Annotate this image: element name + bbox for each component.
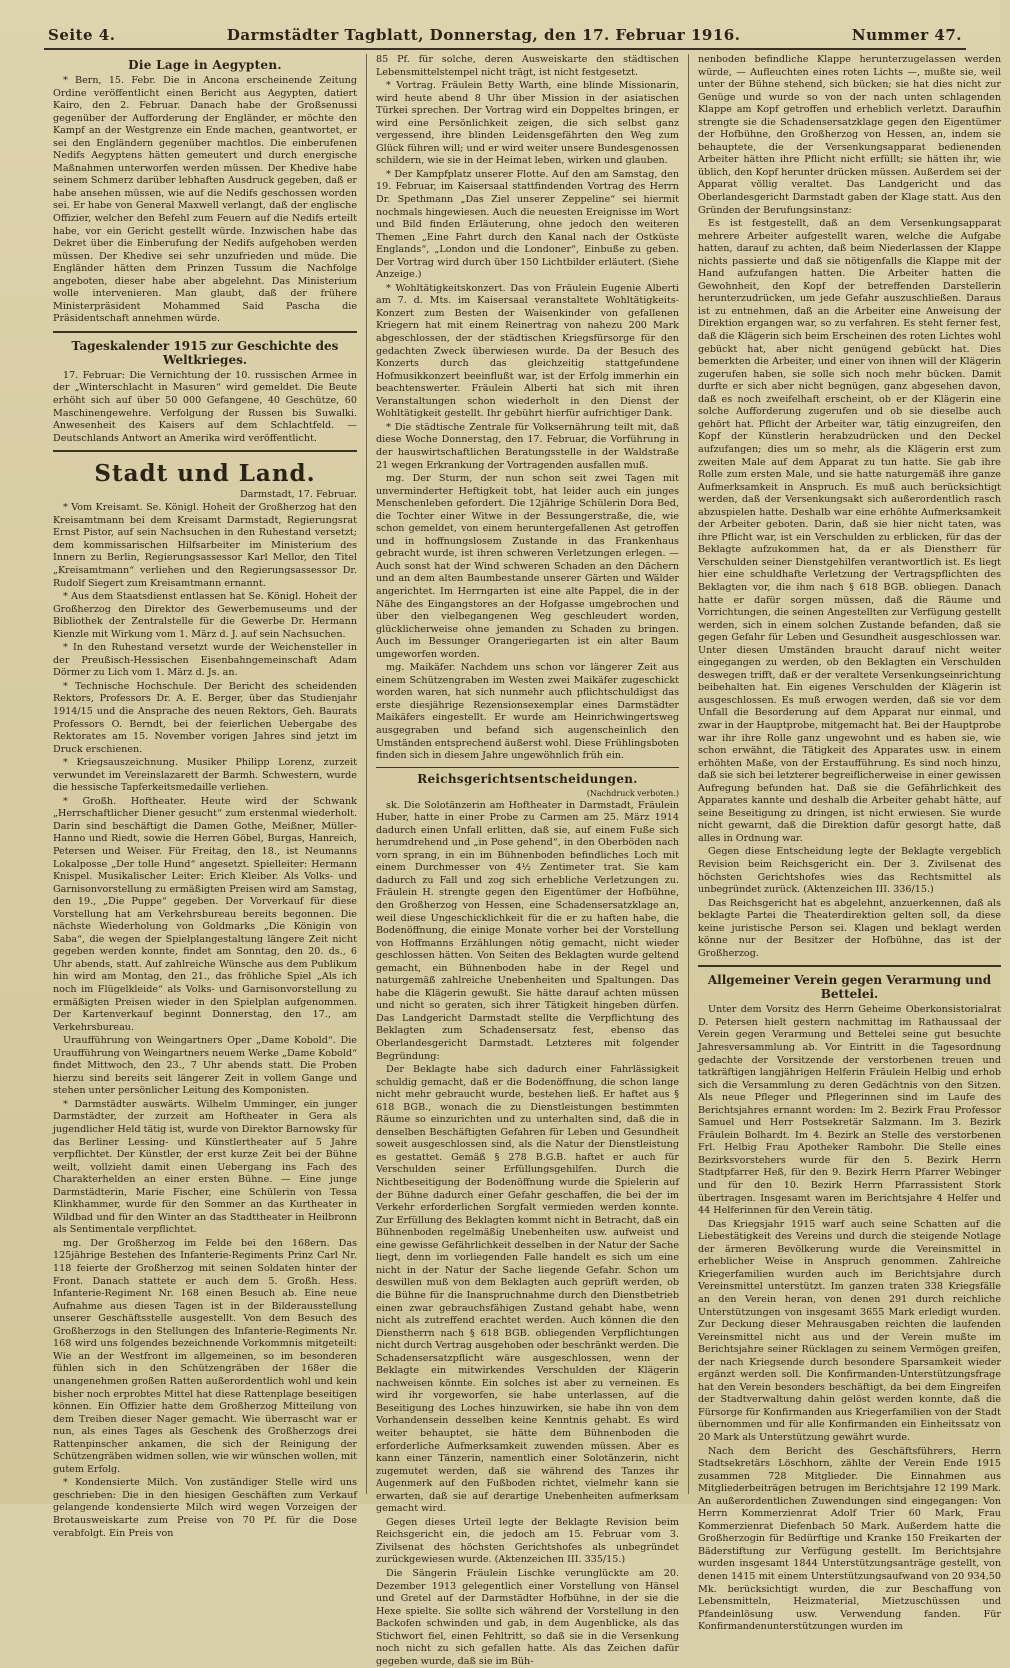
dateline: Darmstadt, 17. Februar.: [239, 489, 357, 501]
article-milch-continued: 85 Pf. für solche, deren Ausweiskarte den städtischen Lebensmittelstempel nicht trägt, ist nicht festgesetzt.: [376, 54, 679, 78]
article-aegypten: * Bern, 15. Febr. Die in Ancona erscheinende Zeitung Ordine veröffentlicht einen Bericht aus Aegypten, datiert Kairo, den 2. Februar. Danach habe der Großsenussi gegenüber der Aufforderung der Engländer, er möchte den Kampf an der Westgrenze ein Ende machen, geantwortet, er sei den Engländern gegenüber machtlos. Die einberufenen Nedifs Aegyptens hätten gemeutert und durch energische Maßnahmen unterworfen werden müssen. Der Khedive habe seinem Schmerz darüber lebhaften Ausdruck gegeben, daß er habe ansehen müssen, wie auf die Nedifs geschossen worden sei. Er habe von General Maxwell verlangt, daß der englische Offizier, welcher den Befehl zum Feuern auf die Nedifs erteilt habe, vor ein Gericht gestellt würde. Inzwischen habe das Dekret über die Einberufung der Nedifs aufgehoben werden müssen. Der Khedive sei sehr unzufrieden und müde. Die Engländer hätten dem Prinzen Tussum die Nachfolge angeboten, dieser habe aber abgelehnt. Das Ministerium wolle intervenieren. Man glaubt, daß der frühere Ministerpräsident Mohammed Said Pascha die Präsidentschaft annehmen würde.: [53, 75, 357, 325]
heading-stadt-und-land: Stadt und Land.: [94, 460, 316, 488]
article-grossherzog-im-felde: mg. Der Großherzog im Felde bei den 168ern. Das 125jährige Bestehen des Infanterie-Regiments Prinz Carl Nr. 118 feierte der Großherzog mit seinen Soldaten hinter der Front. Danach stattete er auch dem 5. Großh. Hess. Infanterie-Regiment Nr. 168 einen Besuch ab. Eine neue Aufnahme aus diesen Tagen ist in der Bilderausstellung unserer Geschäftsstelle ausgestellt. Von dem Besuch des Großherzogs in den Stellungen des Infanterie-Regiments Nr. 168 wird uns folgendes bezeichnende Vorkommnis mitgeteilt: Wie an der Westfront im allgemeinen, so im besonderen fühlen sich in den Schützengräben der 168er die unangenehmen großen Ratten außerordentlich wohl und kein bisher noch erprobtes Mittel hat diese Rattenplage beseitigen können. Ein Offizier hatte dem Großherzog Mitteilung von dem Treiben dieser Nager gemacht. Wie überrascht war er nun, als eines Tages als Geschenk des Großherzogs drei Rattenpinscher ankamen, die sich der Reinigung der Schützengräben widmen sollen, wie wir wünschen wollen, mit gutem Erfolg.: [53, 1237, 357, 1475]
divider: [53, 450, 357, 452]
heading-verein: Allgemeiner Verein gegen Verarmung und Bettelei.: [707, 973, 992, 1002]
article-reichsgericht-3: Gegen dieses Urteil legte der Beklagte Revision beim Reichsgericht ein, die jedoch am 15. Februar vom 3. Zivilsenat des höchsten Gerichtshofes als unbegründet zurückgewiesen wurde. (Aktenzeichen III. 335/15.): [376, 1516, 679, 1566]
heading-reichsgericht: Reichsgerichtsentscheidungen.: [417, 771, 638, 786]
article-kampfplatz-flotte: * Der Kampfplatz unserer Flotte. Auf den am Samstag, den 19. Februar, im Kaisersaal stattfindenden Vortrag des Herrn Dr. Spethmann „Das Ziel unserer Zeppeline“ sei hiermit nochmals hingewiesen. Auch die neuesten Ereignisse im Wort und Bild finden Erläuterung, ohne jedoch den weiteren Themen „Eine Fahrt durch den Kanal nach der Ostküste Englands“, „London und die Londoner“, Einbuße zu geben. Der Vortrag wird durch über 150 Lichtbilder erläutert. (Siehe Anzeige.): [376, 168, 679, 281]
article-revision: Gegen diese Entscheidung legte der Beklagte vergeblich Revision beim Reichsgericht ein. Der 3. Zivilsenat des höchsten Gerichtshofes wies das Rechtsmittel als unbegründet zurück. (Aktenzeichen III. 336/15.): [698, 846, 1001, 896]
article-verein-3: Nach dem Bericht des Geschäftsführers, Herrn Stadtsekretärs Löschhorn, zählte der Verein Ende 1915 zusammen 728 Mitglieder. Die Einnahmen aus Mitgliederbeiträgen betrugen im Berichtsjahre 12 199 Mark. An außerordentlichen Zuwendungen sind eingegangen: Von Herrn Kommerzienrat Adolf Trier 60 Mark, Frau Kommerzienrat Diefenbach 50 Mark. Außerdem hatte die Großherzogin für Bedürftige und Kranke 150 Freikarten der Bäderstiftung zur Verfügung gestellt. Im Berichtsjahre wurden insgesamt 1844 Unterstützungsanträge gestellt, von denen 1415 mit einem Unterstützungsaufwand von 20 934,50 Mk. berücksichtigt wurden, die zur Beschaffung von Lebensmitteln, Heizmaterial, Mietzuschüssen und Pfandeinlösung usw. Verwendung fanden. Für Konfirmandenunterstützungen wurden im: [698, 1445, 1001, 1633]
article-vortrag: * Vortrag. Fräulein Betty Warth, eine blinde Missionarin, wird heute abend 8 Uhr über Mission in der asiatischen Türkei sprechen. Der Vortrag wird ein Doppeltes bringen, er wird eine Persönlichkeit zeigen, die sich selbst ganz vergessend, ihre blinden Leidensgefährten den Weg zum Glück führen will; und er wird weiter unsere Bundesgenossen schildern, wie sie in der Heimat leben, wirken und glauben.: [376, 80, 679, 167]
article-staatsdienst: * Aus dem Staatsdienst entlassen hat Se. Königl. Hoheit der Großherzog den Direktor des Gewerbemuseums und der Bibliothek der Zentralstelle für die Gewerbe Dr. Hermann Kienzle mit Wirkung vom 1. März d. J. auf sein Nachsuchen.: [53, 591, 357, 640]
column-3: [688, 54, 1010, 1633]
article-kreisamt: * Vom Kreisamt. Se. Königl. Hoheit der Großherzog hat den Kreisamtmann bei dem Kreisamt Darmstadt, Regierungsrat Ernst Pistor, auf sein Nachsuchen in den Ruhestand versetzt; dem kommissarischen Hilfsarbeiter im Ministerium des Innern zu Berlin, Regierungsassessor Karl Mellor, den Titel „Kreisamtmann“ verliehen und den Regierungsassessor Dr. Rudolf Siegert zum Kreisamtmann ernannt.: [53, 502, 357, 589]
column-2: [366, 54, 688, 1667]
article-wohltaetigkeitskonzert: * Wohltätigkeitskonzert. Das von Fräulein Eugenie Alberti am 7. d. Mts. im Kaisersaal veranstaltete Wohltätigkeits-Konzert zum Besten der Waisenkinder von gefallenen Kriegern hat mit einem Reinertrag von nahezu 200 Mark abgeschlossen, der der städtischen Kriegsfürsorge für den gedachten Zweck überwiesen wurde. Da der Besuch des Konzerts durch das gleichzeitig stattgefundene Hofmusikkonzert beeinflußt war, ist der Erfolg immerhin ein beachtenswerter. Fräulein Alberti hat sich mit ihren Veranstaltungen schon wiederholt in den Dienst der Wohltätigkeit gestellt. Ihr gebührt hierfür aufrichtiger Dank.: [376, 282, 679, 420]
article-darmstaedter-auswaerts: * Darmstädter auswärts. Wilhelm Umminger, ein junger Darmstädter, der zurzeit am Hoftheater in Gera als jugendlicher Held tätig ist, wurde von Direktor Barnowsky für das Berliner Lessing- und Künstlertheater auf 5 Jahre verpflichtet. Der Künstler, der erst kurze Zeit bei der Bühne weilt, vollzieht damit einen Uebergang ins Fach des Charakterhelden an einer ersten Bühne. — Eine junge Darmstädterin, Marie Fischer, eine Schülerin von Tessa Klinkhammer, wurde für den Sommer an das Kurtheater in Wildbad und für den Winter an das Stadttheater in Heilbronn als Sentimentale verpflichtet.: [53, 1098, 357, 1236]
article-reichsgericht-4: Die Sängerin Fräulein Lischke verunglückte am 20. Dezember 1913 gelegentlich einer Vorstellung von Hänsel und Gretel auf der Darmstädter Hofbühne, in der sie die Hexe spielte. Sie sollte sich während der Vorstellung in den Backofen schwinden und gab, in dem Augenblicke, als das Stichwort fiel, einen Fehltritt, so daß sie in die Versenkung noch nicht zu sich gefallen hatte. Als das Zeichen dafür gegeben wurde, daß sie im Büh-: [376, 1567, 679, 1667]
columns: [44, 54, 1001, 1667]
issue-number: Nummer 47.: [851, 26, 962, 44]
article-reichsgericht-continued: nenboden befindliche Klappe herunterzugelassen werden würde, — Aufleuchten eines roten Lichts —, mußte sie, weil unter der Bühne stehend, sich bücken; sie hat dies nicht zur Genüge und wurde so von der nach unten schlagenden Klappe am Kopf getroffen und erheblich verletzt. Daraufhin strengte sie die Schadensersatzklage gegen den Eigentümer der Hofbühne, den Großherzog von Hessen, an, indem sie behauptete, die der Versenkungsapparat bedienenden Arbeiter hätten ihre Pflicht nicht erfüllt; sie hätten ihr, wie üblich, den Kopf herunter drücken müssen. Außerdem sei der Apparat völlig veraltet. Das Landgericht und das Oberlandesgericht Darmstadt gaben der Klage statt. Aus den Gründen der Berufungsinstanz:: [698, 54, 1001, 216]
heading-tageskalender: Tageskalender 1915 zur Geschichte des Weltkrieges.: [71, 338, 339, 367]
article-kondensierte-milch: * Kondensierte Milch. Von zuständiger Stelle wird uns geschrieben: Die in den hiesigen Geschäften zum Verkauf gelangende kondensierte Milch wird wegen Vorzeigen der Brotausweiskarte zum Preise von 70 Pf. für die Dose verabfolgt. Ein Preis von: [53, 1477, 357, 1539]
divider: [698, 965, 1001, 967]
article-hoftheater: * Großh. Hoftheater. Heute wird der Schwank „Herrschaftlicher Diener gesucht“ zum erstenmal wiederholt. Darin sind beschäftigt die Damen Gothe, Meißner, Müller-Hanno und Riedt, sowie die Herren Göbel, Burgas, Hanreich, Petersen und Weiser. Für Freitag, den 18., ist Neumanns Lokalposse „Der tolle Hund“ angesetzt. Spielleiter: Hermann Knispel. Musikalischer Leiter: Erich Kleiber. Als Volks- und Garnisonvorstellung zu ermäßigten Preisen wird am Samstag, den 19., „Die Puppe“ gegeben. Der Vorverkauf für diese Vorstellung hat am Verkehrsbureau bereits begonnen. Die nächste Wiederholung von Goldmarks „Die Königin von Saba“, die wegen der Spielplangestaltung längere Zeit nicht gegeben werden konnte, findet am Sonntag, den 20. ds., 6 Uhr abends, statt. Auf zahlreiche Wünsche aus dem Publikum hin wird am Montag, den 21., das fröhliche Spiel „Als ich noch im Flügelkleide“ als Volks- und Garnisonvorstellung zu ermäßigten Preisen wieder in den Spielplan aufgenommen. Der Kartenverkauf beginnt Donnerstag, den 17., am Verkehrsbureau.: [53, 795, 357, 1033]
article-reichsgericht-end: Das Reichsgericht hat es abgelehnt, anzuerkennen, daß als beklagte Partei die Theaterdirektion gelten soll, da diese keine juristische Person sei. Klagen und beklagt werden könne nur der Besitzer der Hofbühne, das ist der Großherzog.: [698, 897, 1001, 959]
article-verein-1: Unter dem Vorsitz des Herrn Geheime Oberkonsistorialrat D. Petersen hielt gestern nachmittag im Rathaussaal der Verein gegen Verarmung und Bettelei seine gut besuchte Jahresversammlung ab. Vor Eintritt in die Tagesordnung gedachte der Vorsitzende der verstorbenen treuen und tatkräftigen langjährigen Helferin Fräulein Helbig und erhob sich die Versammlung zu deren Gedächtnis von den Sitzen. Als neue Pfleger und Pflegerinnen sind im Laufe des Berichtsjahres ernannt worden: Im 2. Bezirk Frau Professor Samuel und Herr Postsekretär Salzmann. Im 3. Bezirk Fräulein Bolhardt. Im 4. Bezirk an Stelle des verstorbenen Frl. Helbig Frau Apotheker Rambohr. Die Stelle eines Bezirksvorstehers wurde für den 5. Bezirk Herrn Stadtpfarrer Heß, für den 9. Bezirk Herrn Pfarrer Webinger und für den 10. Bezirk Herrn Pfarrassistent Stork übertragen. Insgesamt waren im Berichtsjahre 4 Helfer und 44 Helferinnen für den Verein tätig.: [698, 1004, 1001, 1217]
divider: [53, 331, 357, 333]
article-ruhestand: * In den Ruhestand versetzt wurde der Weichensteller in der Preußisch-Hessischen Eisenbahngemeinschaft Adam Dörmer zu Lich vom 1. März d. Js. an.: [53, 642, 357, 679]
article-reichsgericht-1: sk. Die Solotänzerin am Hoftheater in Darmstadt, Fräulein Huber, hatte in einer Probe zu Carmen am 25. März 1914 dadurch einen Unfall erlitten, daß sie, auf einem Fuße sich herumdrehend und „in Pose gehend“, in den Oberböden nach vorn sprang, in ein im Bühnenboden befindliches Loch mit einem Durchmesser von 4½ Zentimeter trat. Sie kam dadurch zu Fall und zog sich erhebliche Verletzungen zu. Fräulein H. strengte gegen den Eigentümer der Hofbühne, den Großherzog von Hessen, eine Schadensersatzklage an, weil diese Ungeschicklichkeit für die er zu haften habe, die Bodenöffnung, die einige Monate vorher bei der Vorstellung von Hoffmanns Erzählungen nötig gemacht, nicht wieder geschlossen hätten. Von Seiten des Beklagten wurde geltend gemacht, ein Bühnenboden habe in der Regel und naturgemäß zahlreiche Unebenheiten und Spaltungen. Das habe die Klägerin gewußt. Sie hätte darauf achten müssen und nicht so geraten, sich ihrer Tätigkeit hingeben dürfen. Das Landgericht Darmstadt stellte die Verpflichtung des Beklagten zum Schadensersatz fest, ebenso das Oberlandesgericht Darmstadt. Letzteres mit folgender Begründung:: [376, 799, 679, 1062]
article-kriegsauszeichnung: * Kriegsauszeichnung. Musiker Philipp Lorenz, zurzeit verwundet im Vereinslazarett der Barmh. Schwestern, wurde die hessische Tapferkeitsmedaille verliehen.: [53, 757, 357, 794]
article-maikaefer: mg. Maikäfer. Nachdem uns schon vor längerer Zeit aus einem Schützengraben im Westen zwei Maikäfer zugeschickt worden waren, hat sich nunmehr auch pflichtschuldigst das erste diesjährige Rezensionsexemplar eines Darmstädter Maikäfers eingestellt. Er wurde am Heinrichwingertsweg ausgegraben und befand sich augenscheinlich den Umständen entsprechend äußerst wohl. Diese Frühlingsboten finden sich in diesem Jahre ungewöhnlich früh ein.: [376, 662, 679, 762]
article-sturm: mg. Der Sturm, der nun schon seit zwei Tagen mit unverminderter Heftigkeit tobt, hat leider auch ein junges Menschenleben gefordert. Die 12jährige Schülerin Dora Bed, die Tochter einer Witwe in der Bessungerstraße, die, wie schon gemeldet, von einem heruntergefallenen Ast getroffen und in hoffnungslosem Zustande in das Frankenhaus gebracht wurde, ist ihren schweren Verletzungen erlegen. — Auch sonst hat der Wind schweren Schaden an den Dächern und an dem alten Baumbestande unserer Gärten und Wälder angerichtet. Im Herrngarten ist eine alte Pappel, die in der Nähe des Eingangstores an der Hofgasse umgebrochen und über den vielbegangenen Weg geschleudert worden, glücklicherweise ohne jemanden zu Schaden zu bringen. Auch im Bessunger Orangeriegarten ist ein alter Baum umgeworfen worden.: [376, 473, 679, 660]
divider: [376, 767, 679, 768]
nachdruck-note: (Nachdruck verboten.): [586, 788, 679, 798]
article-volksernaehrung: * Die städtische Zentrale für Volksernährung teilt mit, daß diese Woche Donnerstag, den 17. Februar, die Vorführung in der hauswirtschaftlichen Beratungsstelle in der Waldstraße 21 wegen Erkrankung der Vortragenden ausfallen muß.: [376, 421, 679, 471]
article-verein-2: Das Kriegsjahr 1915 warf auch seine Schatten auf die Liebestätigkeit des Vereins und durch die steigende Notlage der ärmeren Bevölkerung wurde die Vereinsmittel in erheblicher Weise in Anspruch genommen. Zahlreiche Kriegerfamilien wurden auch im Berichtsjahre durch Vereinsmittel unterstützt. Im ganzen traten 338 Kriegsfälle an den Verein heran, von denen 291 durch reichliche Unterstützungen von insgesamt 3655 Mark erledigt wurden. Zur Deckung dieser Mehrausgaben reichten die laufenden Vereinsmittel nicht aus und der Verein mußte im Berichtsjahre seiner Rücklagen zu seinem Vermögen greifen, der nach Kriegsende durch besondere Sparsamkeit wieder ergänzt werden soll. Die Konfirmanden-Unterstützungsfrage hat den Verein besonders beschäftigt, da bei dem Eingreifen der Stadtverwaltung dahin gelöst werden konnte, daß die Fürsorge für Konfirmanden aus Kriegerfamilien von der Stadt übernommen und für alle Konfirmanden ein Einheitssatz von 20 Mark als Unterstützung gewährt wurde.: [698, 1218, 1001, 1443]
article-urauffuehrung: Uraufführung von Weingartners Oper „Dame Kobold“. Die Uraufführung von Weingartners neuem Werke „Dame Kobold“ findet Mittwoch, den 23., 7 Uhr abends statt. Die Proben hierzu sind bereits seit längerer Zeit in vollem Gange und stehen unter persönlicher Leitung des Komponisten.: [53, 1035, 357, 1097]
heading-aegypten: Die Lage in Aegypten.: [128, 58, 282, 72]
masthead: [44, 26, 966, 50]
article-reichsgericht-2: Der Beklagte habe sich dadurch einer Fahrlässigkeit schuldig gemacht, daß er die Bodenöffnung, die schon lange nicht mehr gebraucht wurde, bestehen ließ. Er haftet aus § 618 BGB., wonach die zu Dienstleistungen bestimmten Räume so einzurichten und zu unterhalten sind, daß die in denselben Beschäftigten Gefahren für Leben und Gesundheit soweit ausgeschlossen sind, als die Natur der Dienstleistung es gestattet. Gemäß § 278 B.G.B. haftet er auch für Verschulden seiner Erfüllungsgehilfen. Durch die Nichtbeseitigung der Bodenöffnung wurde die Spielerin auf der Bühne dadurch einer Gefahr geschaffen, die bei der im Verkehr erforderlichen Sorgfalt vermieden werden konnte. Zur Erfüllung des Beklagten kommt nicht in Betracht, daß ein Bühnenboden regelmäßig Unebenheiten usw. aufweist und eine gewisse Gefährlichkeit desselben in der Natur der Sache liegt, denn im vorliegenden Falle handelt es sich um eine nicht in der Natur der Sache liegende Gefahr. Schon um deswillen muß von dem Beklagten auch geprüft werden, ob die Bühne für die Inanspruchnahme durch den Dienstbetrieb einen zwar gebrauchsfähigen Zustand gehabt habe, wenn nicht als zutreffend erachtet werden. Auch können die den Dienstherrn nach § 618 BGB. obliegenden Verpflichtungen nicht durch Vertrag ausgehoben oder beschränkt werden. Die Schadensersatzpflicht wäre ausgeschlossen, wenn der Beklagte ein mitwirkendes Verschulden der Klägerin nachweisen könnte. Ein solches ist aber zu verneinen. Es wird ihr vorgeworfen, sie habe unterlassen, auf die Beseitigung des Loches hinzuwirken, sie habe ihn von dem Vorhandensein desselben keine Kenntnis gehabt. Es wird weiter behauptet, sie hätte dem Bühnenboden die erforderliche Aufmerksamkeit zuwenden müssen. Aber es kann einer Tänzerin, namentlich einer Solotänzerin, nicht zugemutet werden, daß sie während des Tanzes ihr Augenmerk auf den Fußboden richtet, vielmehr kann sie erwarten, daß sie auf derartige Unebenheiten aufmerksam gemacht wird.: [376, 1064, 679, 1515]
article-tageskalender: 17. Februar: Die Vernichtung der 10. russischen Armee in der „Winterschlacht in Masuren“ wird gemeldet. Die Beute erhöht sich auf über 50 000 Gefangene, 40 Geschütze, 60 Maschinengewehre. Verfolgung der Russen bis Suwalki. Anwesenheit des Kaisers auf dem Schlachtfeld. — Deutschlands Antwort an Amerika wird veröffentlicht.: [53, 369, 357, 444]
column-1: [44, 54, 366, 1539]
article-hochschule: * Technische Hochschule. Der Bericht des scheidenden Rektors, Professors Dr. A. E. Berger, über das Studienjahr 1914/15 und die Ansprache des neuen Rektors, Geh. Baurats Professors O. Berndt, bei der feierlichen Uebergabe des Rektorates am 15. November vorigen Jahres sind jetzt im Druck erschienen.: [53, 680, 357, 755]
article-berufung: Es ist festgestellt, daß an dem Versenkungsapparat mehrere Arbeiter aufgestellt waren, welche die Aufgabe hatten, darauf zu achten, daß beim Niederlassen der Klappe nichts passierte und daß sie nötigenfalls die Klappe mit der Hand aufzufangen hatten. Die Arbeiter hatten die Gewohnheit, den Kopf der betreffenden Darstellerin herunterzudrücken, um jede Gefahr auszuschließen. Daraus ist zu entnehmen, daß an die Arbeiter eine Anweisung der Direktion ergangen war, so zu verfahren. Es steht ferner fest, daß die Klägerin sich beim Erscheinen des roten Lichtes wohl gebückt hat, aber nicht genügend gebückt hat. Dies bemerkten die Arbeiter, und einer von ihnen will der Klägerin zugerufen haben, sie solle sich noch mehr bücken. Damit durfte er sich aber nicht begnügen, ganz abgesehen davon, daß es noch zweifelhaft erscheint, ob er der Klägerin eine solche Aufforderung zugerufen und ob sie dieselbe auch gehört hat. Pflicht der Arbeiter war, tätig einzugreifen, den Kopf der Künstlerin herabzudrücken und den Deckel aufzufangen; dies um so mehr, als die Klägerin erst zum zweiten Male auf dem Apparat zu tun hatte. Sie gab ihre Rolle zum ersten Male, und sie hatte naturgemäß ihre ganze Aufmerksamkeit in Anspruch. Es muß auch berücksichtigt werden, daß der Versenkungsakt sich außerordentlich rasch abzuspielen hatte. Deshalb war eine erhöhte Aufmerksamkeit der Arbeiter geboten. Darin, daß sie hier nicht taten, was ihre Pflicht war, ist ein Verschulden zu erblicken, für das der Beklagte aufzukommen hat, da er als Dienstherr für Verschulden seiner Dienstgehilfen verantwortlich ist. Es liegt hier eine schuldhafte Verletzung der Vertragspflichten des Beklagten vor, die ihm nach § 618 BGB. obliegen. Danach hatte er dafür sorgen müssen, daß die Räume und Vorrichtungen, die seinen Angestellten zur Verfügung gestellt werden, sich in einem solchen Zustande befanden, daß sie gegen Gefahr für Leben und Gesundheit ausgeschlossen war. Unter diesen Umständen braucht darauf nicht weiter eingegangen zu werden, ob den Beklagten ein Verschulden deswegen trifft, daß er der veraltete Versenkungseinrichtung beibehalten hat. Ein eigenes Verschulden der Klägerin ist ausgeschlossen. Es muß erwogen werden, daß sie vor dem Unfall die Besorderung auf dem Apparat nur einmal, und zwar in der Hauptprobe, mitgemacht hat. Bei der Hauptprobe war ihr ihre Rolle ganz ungewohnt und es haben sie, wie schon erwähnt, die Tätigkeit des Apparates usw. in einem erhöhten Maße, von der Erstaufführung. Es sind noch hinzu, daß sie sich bei letzterer begreiflicherweise in einer gewissen Aufregung befunden hat. Daß sie die Gefährlichkeit des Apparates kannte und deshalb die Arbeiter gehabt hätte, auf seine Beseitigung zu dringen, ist nicht erwiesen. Sie wurde nicht gewarnt, daß die Direktion dafür gesorgt hatte, daß alles in Ordnung war.: [698, 218, 1001, 844]
page-number: Seite 4.: [48, 26, 116, 44]
newspaper-title: Darmstädter Tagblatt, Donnerstag, den 17. Februar 1916.: [226, 26, 741, 44]
